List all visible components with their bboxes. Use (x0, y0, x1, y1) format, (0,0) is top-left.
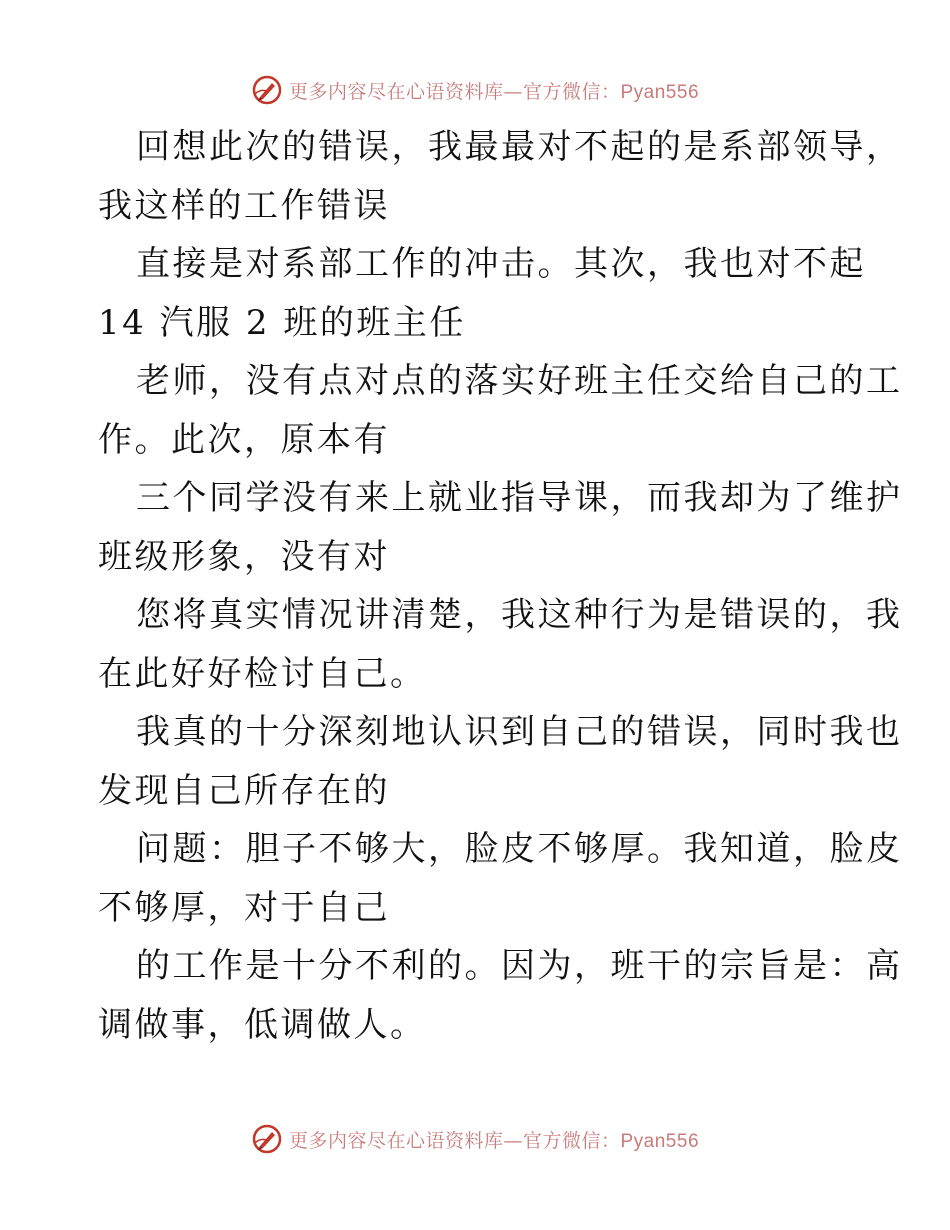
footer-banner-contact-id: Pyan556 (620, 1130, 700, 1152)
footer-banner-contact-label: 官方微信： (522, 1129, 621, 1152)
header-banner (0, 70, 950, 110)
text-line: 三个同学没有来上就业指导课，而我却为了维护 (136, 478, 903, 518)
text-line: 14 汽服 2 班的班主任 (98, 302, 466, 343)
text-line: 的工作是十分不利的。因为，班干的宗旨是：高 (136, 946, 903, 986)
pen-logo-icon (251, 74, 283, 106)
header-banner-dash: — (503, 80, 523, 103)
header-banner-contact-label: 官方微信： (522, 80, 621, 103)
body-text (98, 118, 903, 1054)
text-line: 不够厚，对于自己 (98, 887, 390, 928)
text-line: 直接是对系部工作的冲击。其次，我也对不起 (136, 244, 866, 284)
pen-logo-icon (251, 1123, 283, 1155)
footer-banner (0, 1119, 950, 1159)
text-line: 我这样的工作错误 (98, 185, 390, 226)
text-line: 调做事，低调做人。 (98, 1004, 427, 1045)
header-banner-contact-id: Pyan556 (620, 81, 700, 103)
text-line: 老师，没有点对点的落实好班主任交给自己的工 (136, 361, 903, 401)
header-banner-text (289, 77, 699, 104)
text-line: 我真的十分深刻地认识到自己的错误，同时我也 (136, 712, 903, 752)
text-line: 班级形象，没有对 (98, 536, 390, 577)
text-line: 作。此次，原本有 (98, 419, 390, 460)
text-line: 回想此次的错误，我最最对不起的是系部领导， (136, 127, 903, 167)
text-line: 问题：胆子不够大，脸皮不够厚。我知道，脸皮 (136, 829, 903, 869)
footer-banner-dash: — (503, 1129, 523, 1152)
text-line: 您将真实情况讲清楚，我这种行为是错误的，我 (136, 595, 903, 635)
text-line: 在此好好检讨自己。 (98, 653, 427, 694)
footer-banner-text (289, 1126, 699, 1153)
footer-banner-title: 更多内容尽在心语资料库 (288, 1129, 504, 1152)
header-banner-title: 更多内容尽在心语资料库 (288, 80, 504, 103)
text-line: 发现自己所存在的 (98, 770, 390, 811)
